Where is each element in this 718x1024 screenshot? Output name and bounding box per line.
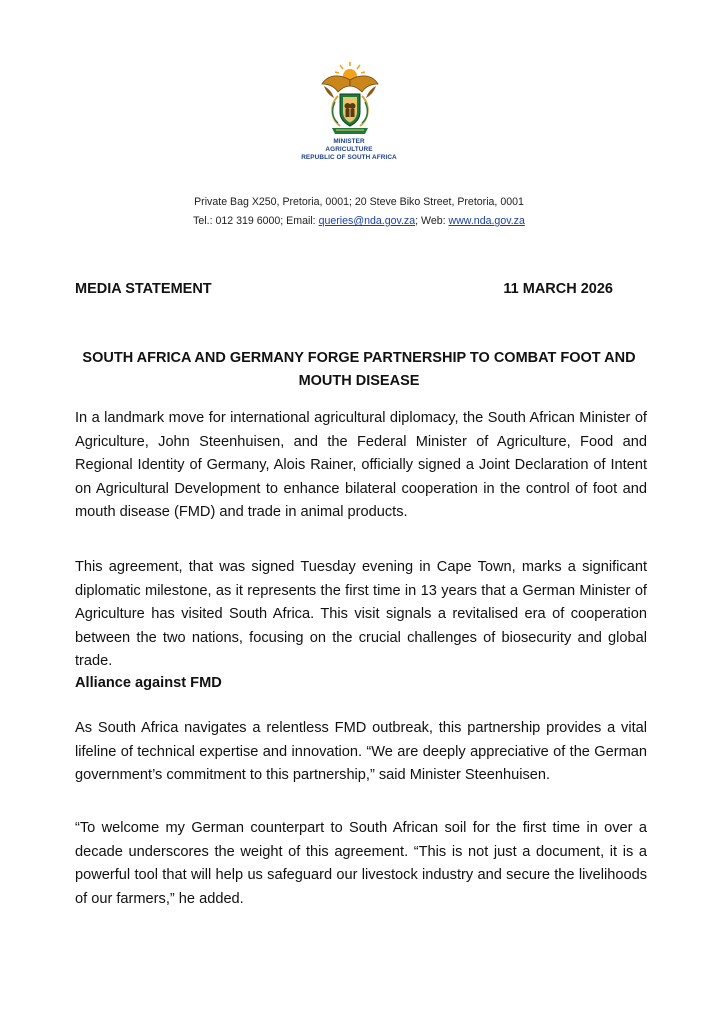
south-africa-coat-of-arms-icon — [318, 60, 382, 138]
section-heading: Alliance against FMD — [75, 675, 222, 691]
paragraph-alliance: As South Africa navigates a relentless FMD outbreak, this partnership provides a vital lifeline of technical expertise and innovation. “We are deeply appreciative of the German government’s commitment to this partnership,” said Minister Steenhuisen. — [75, 720, 647, 784]
website-link[interactable]: www.nda.gov.za — [448, 215, 525, 227]
web-prefix: ; Web: — [415, 215, 449, 227]
ministry-line-agriculture: AGRICULTURE — [325, 146, 373, 153]
ministry-line-minister: MINISTER — [333, 138, 365, 145]
statement-label: MEDIA STATEMENT — [75, 281, 212, 297]
ministry-line-republic: REPUBLIC OF SOUTH AFRICA — [301, 154, 397, 161]
ministry-name — [259, 138, 439, 162]
contact-line — [0, 215, 718, 227]
paragraph-quote: “To welcome my German counterpart to South African soil for the first time in over a decade underscores the weight of this agreement. “This is not just a document, it is a powerful tool that will help us safeguard our livestock industry and secure the livelihoods of our farmers,” he added. — [75, 820, 647, 907]
email-link[interactable]: queries@nda.gov.za — [318, 215, 416, 227]
telephone-email-prefix: Tel.: 012 319 6000; Email: — [193, 215, 319, 227]
shield — [340, 94, 360, 126]
paragraph-intro: In a landmark move for international agricultural diplomacy, the South African Minister of Agriculture, John Steenhuisen, and the Federal Minister of Agriculture, Food and Regional Identity of Germany, Alois Rainer, officially signed a Joint Declaration of Intent on Agricultural Development to enhance bilateral cooperation in the control of foot and mouth disease (FMD) and trade in animal products. — [75, 410, 647, 521]
statement-date: 11 MARCH 2026 — [503, 281, 613, 297]
statement-header — [75, 281, 615, 297]
postal-address: Private Bag X250, Pretoria, 0001; 20 Steve Biko Street, Pretoria, 0001 — [194, 196, 524, 208]
headline: SOUTH AFRICA AND GERMANY FORGE PARTNERSHIP TO COMBAT FOOT AND MOUTH DISEASE — [82, 350, 636, 389]
motto-ribbon — [332, 128, 368, 134]
paragraph-milestone: This agreement, that was signed Tuesday evening in Cape Town, marks a significant diplomatic milestone, as it represents the first time in 13 years that a German Minister of Agriculture has visited South Africa. This visit signals a revitalised era of cooperation between the two nations, focusing on the crucial challenges of biosecurity and global trade. — [75, 559, 647, 670]
